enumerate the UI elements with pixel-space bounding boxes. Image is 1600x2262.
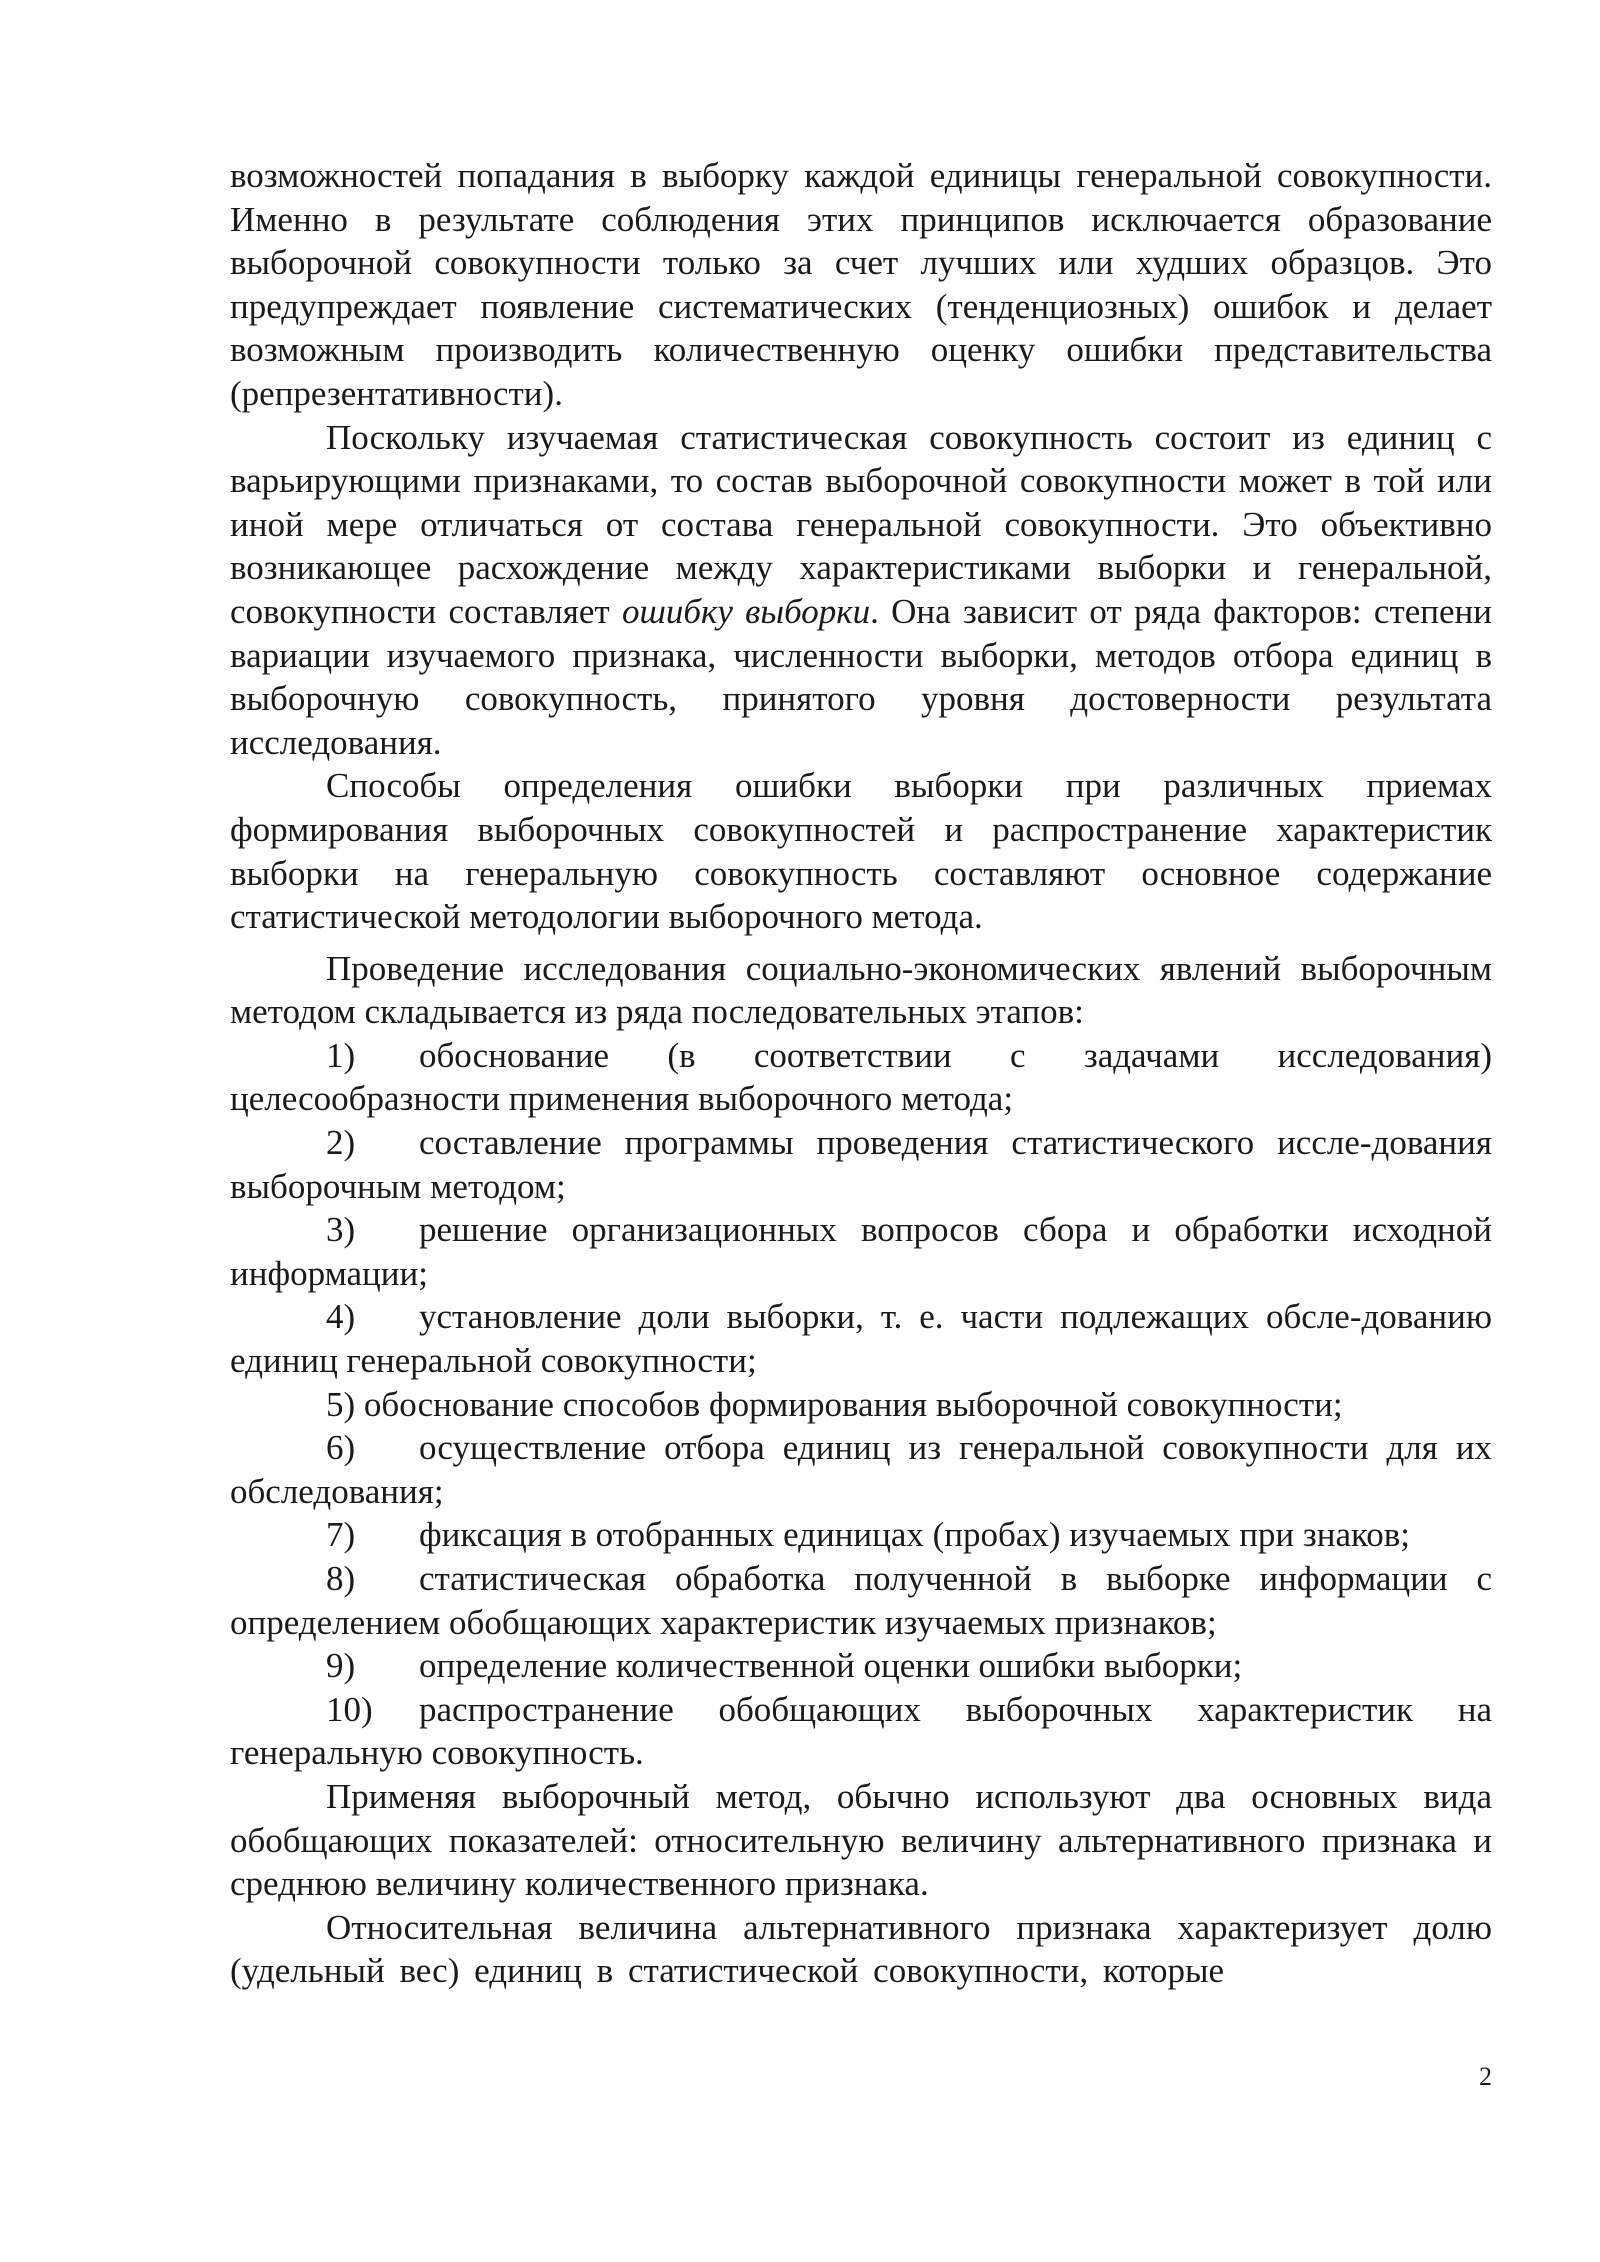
list-item bbox=[230, 1208, 1492, 1295]
page-number: 2 bbox=[1479, 2062, 1492, 2091]
list-item bbox=[230, 1688, 1492, 1775]
paragraph: Применяя выборочный метод, обычно используют два основных вида обобщающих показателей: относительную величину альтернативного признака и среднюю величину количественного признака. bbox=[230, 1776, 1492, 1904]
paragraph: возможностей попадания в выборку каждой единицы генеральной совокупности. Именно в результате соблюдения этих принципов исключается образование выборочной совокупности только за счет лучших или худших образцов. Это предупреждает появление систематических (тенденциозных) ошибок и делает возможным производить количественную оценку ошибки представительства (репрезентативности). bbox=[230, 156, 1492, 413]
paragraph bbox=[230, 416, 1492, 765]
list-number: 9) bbox=[326, 1646, 356, 1686]
list-text: решение организационных вопросов сбора и обработки исходной информации; bbox=[230, 1210, 1492, 1293]
list-item bbox=[230, 1513, 1492, 1557]
list-text: составление программы проведения статистического иссле-дования выборочным методом; bbox=[230, 1123, 1492, 1206]
list-text: 5) обоснование способов формирования выборочной совокупности; bbox=[326, 1384, 1343, 1424]
paragraph: Проведение исследования социально-экономических явлений выборочным методом складывается из ряда последовательных этапов: bbox=[230, 948, 1492, 1032]
list-text: осуществление отбора единиц из генеральной совокупности для их обследования; bbox=[230, 1428, 1492, 1511]
list-number: 3) bbox=[326, 1210, 356, 1250]
list-item bbox=[230, 1557, 1492, 1644]
list-text: распространение обобщающих выборочных характеристик на генеральную совокупность. bbox=[230, 1689, 1492, 1773]
list-number: 8) bbox=[326, 1559, 356, 1598]
list-item bbox=[230, 1426, 1492, 1513]
list-text: статистическая обработка полученной в выборке информации с определением обобщающих характеристик изучаемых признаков; bbox=[230, 1559, 1492, 1642]
list-item bbox=[230, 1034, 1492, 1121]
body-text bbox=[230, 154, 1492, 1993]
list-number: 4) bbox=[326, 1297, 356, 1337]
paragraph: Относительная величина альтернативного признака характеризует долю (удельный вес) единиц в статистической совокупности, которые bbox=[230, 1907, 1492, 1991]
list-item bbox=[230, 1295, 1492, 1382]
list-number: 7) bbox=[326, 1515, 356, 1555]
paragraph-text: . Она зависит от ряда факторов: степени вариации изучаемого признака, численности выборки, методов отбора единиц в выборочную совокупность, принятого уровня достоверности результата исследования. bbox=[230, 591, 1493, 762]
list-item bbox=[230, 1383, 1492, 1427]
emphasis-term: ошибку выборки bbox=[621, 591, 871, 631]
list-text: установление доли выборки, т. е. части подлежащих обсле-дованию единиц генеральной совокупности; bbox=[230, 1297, 1492, 1381]
list-text: фиксация в отобранных единицах (пробах) изучаемых при знаков; bbox=[419, 1515, 1410, 1555]
list-item bbox=[230, 1644, 1492, 1688]
list-number: 10) bbox=[326, 1689, 373, 1729]
list-text: обоснование (в соответствии с задачами исследования) целесообразности применения выборочного метода; bbox=[230, 1035, 1492, 1119]
list-text: определение количественной оценки ошибки выборки; bbox=[419, 1646, 1243, 1686]
list-number: 2) bbox=[326, 1123, 356, 1163]
paragraph-text: Поскольку изучаемая статистическая совокупность состоит из единиц с варьирующими признаками, то состав выборочной совокупности может в той или иной мере отличаться от состава генеральной совокупности. Это объективно возникающее расхождение между характеристиками выборки и генеральной, совокупности составляет bbox=[230, 417, 1492, 631]
paragraph: Способы определения ошибки выборки при различных приемах формирования выборочных совокупностей и распространение характеристик выборки на генеральную совокупность составляют основное содержание статистической методологии выборочного метода. bbox=[230, 766, 1492, 937]
list-number: 1) bbox=[326, 1035, 356, 1075]
list-number: 6) bbox=[326, 1428, 356, 1468]
list-item bbox=[230, 1121, 1492, 1208]
